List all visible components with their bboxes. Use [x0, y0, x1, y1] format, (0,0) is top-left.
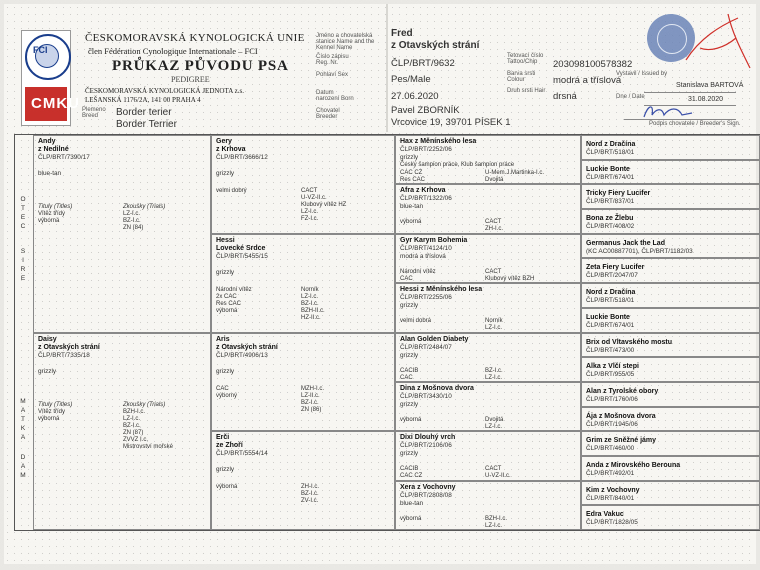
ancestor-colour: grizzly [400, 450, 419, 458]
ancestor-reg: ČLP/BRT/2252/06 [400, 146, 452, 153]
grade: výborná [38, 415, 60, 422]
awards-block [216, 287, 390, 329]
ancestor-reg: ČLP/BRT/4906/13 [216, 351, 268, 359]
red-signature-icon [680, 8, 756, 82]
awards-right: CACT U-VZ-II.c. Klubový vítěz HZ LZ-I.c. FZ-I.c. [301, 188, 347, 222]
awards-left: CACIB CAC [400, 367, 419, 381]
awards-right: Norník LZ-I.c. BZ-I.c. BZH-II.c. HZ-II.c. [301, 286, 325, 321]
ancestor-colour: grizzly [400, 400, 419, 408]
ancestor-reg: ČLP/BRT/492/01 [586, 469, 635, 477]
breeder-name: Pavel ZBORNÍK [391, 105, 460, 116]
breed-cz: Border terier [116, 107, 172, 118]
ancestor-reg: ČLP/BRT/1828/05 [586, 519, 638, 527]
ancestor-reg: ČLP/BRT/5455/15 [216, 252, 268, 260]
awards-right: U-Mem.J.Martinka-I.c. Dvojitá [485, 170, 545, 183]
ancestor-reg: ČLP/BRT/460/00 [586, 445, 635, 453]
ancestor-kennel: Lovecké Srdce [216, 244, 266, 252]
gg-grandparent-cell [581, 209, 760, 234]
ancestor-colour: blue-tan [400, 203, 424, 211]
ancestor-colour: grizzly [216, 170, 235, 177]
ancestor-reg: ČLP/BRT/408/02 [586, 223, 635, 231]
titles-block [38, 402, 206, 462]
ancestor-name: Zeta Fiery Lucifer [586, 264, 645, 272]
awards-right: MZH-I.c. LZ-II.c. BZ-I.c. ZN (86) [301, 385, 324, 413]
ancestor-name: Aris [216, 335, 230, 343]
awards-left: Národní vítěz 2x CAC Res CAC výborná [216, 286, 252, 314]
ancestor-name: Daisy [38, 335, 57, 343]
dog-chip: 203098100578382 [553, 59, 633, 70]
awards-right: CACT U-VZ-II.c. [485, 466, 511, 480]
fci-globe-icon [25, 34, 71, 80]
gg-grandparent-cell [581, 258, 760, 283]
breeder-label: Chovatel Breeder [316, 108, 340, 120]
ancestor-colour: grizzly [400, 154, 419, 161]
ancestor-reg: ČLP/BRT/7390/17 [38, 154, 90, 161]
page-fold [386, 4, 388, 132]
ancestor-name: Luckie Bonte [586, 313, 630, 321]
ancestor-name: Grim ze Sněžné jámy [586, 437, 657, 445]
ancestor-reg: ČLP/BRT/5554/14 [216, 450, 268, 458]
titles: Vítěz třídy [38, 211, 66, 217]
trials: BZH-I.c. LZ-I.c. BZ-I.c. ZN (87) ZVVZ I.c. Mistrovství mořské [123, 408, 174, 450]
ancestor-name: Alan Golden Diabety [400, 335, 469, 343]
sire-dam-cell [33, 333, 211, 531]
ancestor-colour: grizzly [216, 466, 235, 474]
awards-block [400, 170, 576, 184]
ancestor-reg: ČLP/BRT/837/01 [586, 198, 635, 206]
colour-label: Barva srsti Colour [507, 71, 536, 83]
awards-left: CAC výborný [216, 385, 238, 399]
ancestor-reg: ČLP/BRT/2255/06 [400, 294, 452, 302]
awards-right: CACT ZH-I.c. [485, 219, 503, 233]
ancestor-name: Xera z Vochovny [400, 483, 456, 491]
ancestor-colour: blue-tan [400, 499, 424, 507]
ancestor-reg: ČLP/BRT/674/01 [586, 173, 635, 181]
fci-logo-text: FCI [33, 45, 48, 55]
great-grandparent-cell [395, 184, 581, 233]
awards-left: Národní vítěz CAC [400, 268, 436, 282]
ancestor-name: Nord z Dračína [586, 289, 636, 297]
awards-block [400, 417, 576, 431]
awards-left: výborná [400, 416, 422, 423]
great-grandparent-cell [395, 283, 581, 332]
gg-grandparent-cell [581, 160, 760, 185]
org-membership: člen Fédération Cynologique Internationale – FCI [88, 46, 258, 56]
ancestor-kennel: ze Zhoří [216, 442, 243, 450]
awards-right: BZ-I.c. LZ-I.c. [485, 367, 503, 381]
dog-hair: drsná [553, 91, 577, 102]
dog-colour: modrá a tříslová [553, 75, 622, 86]
ancestor-name: Anda z Mirovského Berouna [586, 461, 681, 469]
ancestor-name: Andy [38, 138, 56, 145]
awards-block [400, 466, 576, 480]
side-dam: D A M [20, 454, 26, 479]
ancestor-name: Dixi Dlouhý vrch [400, 434, 456, 442]
issuer-name: ČESKOMORAVSKÁ KYNOLOGICKÁ JEDNOTA z.s. [85, 87, 244, 95]
ancestor-name: Gyr Karym Bohemia [400, 236, 468, 244]
ancestor-reg: (KC AC00887701), ČLP/BRT/1182/03 [586, 247, 693, 255]
grade: výborná [38, 218, 60, 224]
name-label: Jméno a chovatelská stanice Name and the Kennel Name [316, 33, 375, 51]
breed-en: Border Terrier [116, 119, 177, 130]
issued-line [644, 92, 736, 93]
chip-label: Tetovací číslo Tattoo/Chip [507, 53, 544, 65]
dog-kennel: z Otavských strání [391, 40, 480, 51]
cmku-logo-text: CMKU [31, 95, 80, 112]
great-grandparent-cell [395, 431, 581, 480]
ancestor-name: Erči [216, 434, 230, 442]
ancestor-reg: ČLP/BRT/3430/10 [400, 392, 452, 400]
awards-right: CACT Klubový vítěz BZH [485, 268, 535, 282]
ancestor-name: Germanus Jack the Lad [586, 239, 665, 247]
ancestor-reg: ČLP/BRT/2484/07 [400, 343, 452, 351]
ancestor-reg: ČLP/BRT/2047/07 [586, 272, 638, 280]
hair-label: Druh srsti Hair [507, 88, 546, 94]
grandparent-cell [211, 431, 395, 530]
ancestor-reg: ČLP/BRT/674/01 [586, 321, 635, 329]
sign-line [624, 119, 736, 120]
awards-left: CAC CZ Res CAC [400, 170, 426, 183]
great-grandparent-cell [395, 333, 581, 382]
awards-block [400, 368, 576, 382]
org-name: ČESKOMORAVSKÁ KYNOLOGICKÁ UNIE [85, 32, 305, 44]
gg-grandparent-cell [581, 407, 760, 432]
sex-label: Pohlaví Sex [316, 72, 349, 78]
grandparent-cell [211, 333, 395, 432]
ancestor-kennel: z Krhova [216, 146, 246, 153]
awards-block [216, 188, 390, 230]
trials-label: Zkoušky (Trials) [123, 204, 166, 210]
ancestor-reg: ČLP/BRT/518/01 [586, 297, 635, 305]
ancestor-reg: ČLP/BRT/1322/06 [400, 195, 452, 203]
awards-left: výborná [400, 515, 422, 522]
great-grandparent-cell [395, 135, 581, 184]
side-matka: M A T K A [20, 398, 26, 441]
gg-grandparent-cell [581, 308, 760, 333]
awards-right: BZH-I.c. LZ-I.c. [485, 515, 507, 529]
awards-block [216, 386, 390, 428]
cmku-logo-block [25, 87, 80, 121]
great-grandparent-cell [395, 382, 581, 431]
gg-grandparent-cell [581, 184, 760, 209]
doc-title: PRŮKAZ PŮVODU PSA [112, 58, 289, 74]
awards-right: ZH-I.c. BZ-I.c. ZV-I.c. [301, 484, 319, 505]
gg-grandparent-cell [581, 357, 760, 382]
gg-grandparent-cell [581, 283, 760, 308]
trials-label: Zkoušky (Trials) [123, 401, 166, 408]
ancestor-colour: modrá a tříslová [400, 252, 446, 260]
awards-left: výborná [400, 219, 422, 226]
awards-left: velmi dobrý [216, 188, 247, 194]
ancestor-reg: ČLP/BRT/4124/10 [400, 244, 452, 252]
ancestor-name: Gery [216, 138, 232, 145]
ancestor-reg: ČLP/BRT/473/00 [586, 346, 635, 354]
dog-sex: Pes/Male [391, 74, 431, 85]
breeder-sign-label: Podpis chovatele / Breeder's Sign. [649, 121, 741, 127]
great-grandparent-cell [395, 234, 581, 283]
ancestor-kennel: z Nedilné [38, 146, 69, 153]
ancestor-reg: ČLP/BRT/1760/06 [586, 395, 638, 403]
ancestor-name: Alan z Tyrolské obory [586, 387, 659, 395]
fci-cmku-logo [21, 30, 80, 126]
ancestor-reg: ČLP/BRT/1945/06 [586, 420, 638, 428]
ancestor-titles: Český šampion práce, Klub šampion práce [400, 162, 515, 168]
ancestor-colour: blue-tan [38, 170, 62, 177]
ancestor-kennel: z Otavských strání [216, 343, 278, 351]
ancestor-name: Ája z Mošnova dvora [586, 412, 656, 420]
awards-block [400, 318, 576, 332]
awards-left: CACIB CAC CZ [400, 466, 423, 480]
gg-grandparent-cell [581, 481, 760, 506]
dog-reg: ČLP/BRT/9632 [391, 58, 455, 69]
ancestor-reg: ČLP/BRT/518/01 [586, 149, 635, 156]
ancestor-name: Bona ze Žlebu [586, 215, 634, 223]
sire-dam-cell [33, 135, 211, 333]
trials: LZ-I.c. BZ-I.c. ZN (84) [123, 211, 144, 231]
gg-grandparent-cell [581, 456, 760, 481]
awards-block [400, 219, 576, 233]
ancestor-name: Hax z Měnínského lesa [400, 138, 477, 145]
dob-label: Datum narození Born [316, 90, 354, 102]
ancestor-reg: ČLP/BRT/955/05 [586, 371, 635, 379]
awards-block [400, 516, 576, 530]
awards-right: Dvojitá LZ-I.c. [485, 416, 504, 430]
gg-grandparent-cell [581, 382, 760, 407]
ancestor-colour: grizzly [216, 367, 235, 375]
reg-label: Číslo zápisu Reg. Nr. [316, 54, 349, 66]
ancestor-name: Edra Vakuc [586, 511, 624, 519]
grandparent-cell [211, 234, 395, 333]
gg-grandparent-cell [581, 333, 760, 358]
ancestor-colour: grizzly [216, 268, 235, 276]
awards-block [216, 484, 390, 526]
gg-grandparent-cell [581, 135, 760, 160]
titles-block [38, 204, 206, 264]
date-label: Dne / Date [616, 94, 645, 100]
side-sire: S I R E [20, 248, 26, 282]
ancestor-colour: grizzly [400, 351, 419, 359]
great-grandparent-cell [395, 481, 581, 530]
gg-grandparent-cell [581, 234, 760, 259]
ancestor-name: Afra z Krhova [400, 187, 446, 195]
breeder-address: Vrcovice 19, 39701 PÍSEK 1 [391, 117, 511, 128]
issued-label: Vystavil / Issued by [616, 71, 668, 77]
titles-label: Tituly (Titles) [38, 204, 73, 210]
ancestor-colour: grizzly [400, 302, 419, 310]
breed-label: Plemeno Breed [82, 107, 106, 119]
awards-block [400, 269, 576, 283]
awards-left: výborná [216, 484, 238, 491]
issuer-address: LEŠANSKÁ 1176/2A, 141 00 PRAHA 4 [85, 96, 201, 104]
ancestor-reg: ČLP/BRT/7335/18 [38, 351, 90, 359]
ancestor-reg: ČLP/BRT/840/01 [586, 494, 635, 502]
ancestor-colour: grizzly [38, 367, 57, 375]
ancestor-name: Dina z Mošnova dvora [400, 384, 474, 392]
ancestor-reg: ČLP/BRT/3666/12 [216, 154, 268, 161]
ancestor-kennel: z Otavských strání [38, 343, 100, 351]
doc-subtitle: PEDIGREE [171, 75, 210, 84]
gg-grandparent-cell [581, 431, 760, 456]
ancestor-name: Tricky Fiery Lucifer [586, 190, 651, 198]
grandparent-cell [211, 135, 395, 234]
ancestor-name: Alka z Vlčí stepi [586, 363, 639, 371]
ancestor-name: Kim z Vochovny [586, 486, 640, 494]
dog-name: Fred [391, 28, 413, 39]
ancestor-name: Luckie Bonte [586, 165, 630, 173]
ancestor-name: Brix od Vltavského mostu [586, 338, 672, 346]
ancestor-reg: ČLP/BRT/2808/08 [400, 491, 452, 499]
pedigree-table [14, 134, 760, 531]
ancestor-reg: ČLP/BRT/2106/06 [400, 442, 452, 450]
ancestor-name: Nord z Dračína [586, 141, 636, 148]
awards-right: Norník LZ-I.c. [485, 318, 503, 332]
awards-left: velmi dobrá [400, 318, 432, 325]
titles: Vítěz třídy [38, 408, 66, 415]
titles-label: Tituly (Titles) [38, 401, 73, 408]
pedigree-document [4, 4, 756, 564]
side-otec: O T E C [20, 196, 26, 230]
ancestor-name: Hessi [216, 236, 235, 244]
dog-dob: 27.06.2020 [391, 91, 439, 102]
gg-grandparent-cell [581, 505, 760, 530]
issue-date: 31.08.2020 [688, 96, 724, 103]
ancestor-name: Hessi z Měnínského lesa [400, 286, 483, 294]
issued-by: Stanislava BARTOVÁ [676, 82, 744, 89]
